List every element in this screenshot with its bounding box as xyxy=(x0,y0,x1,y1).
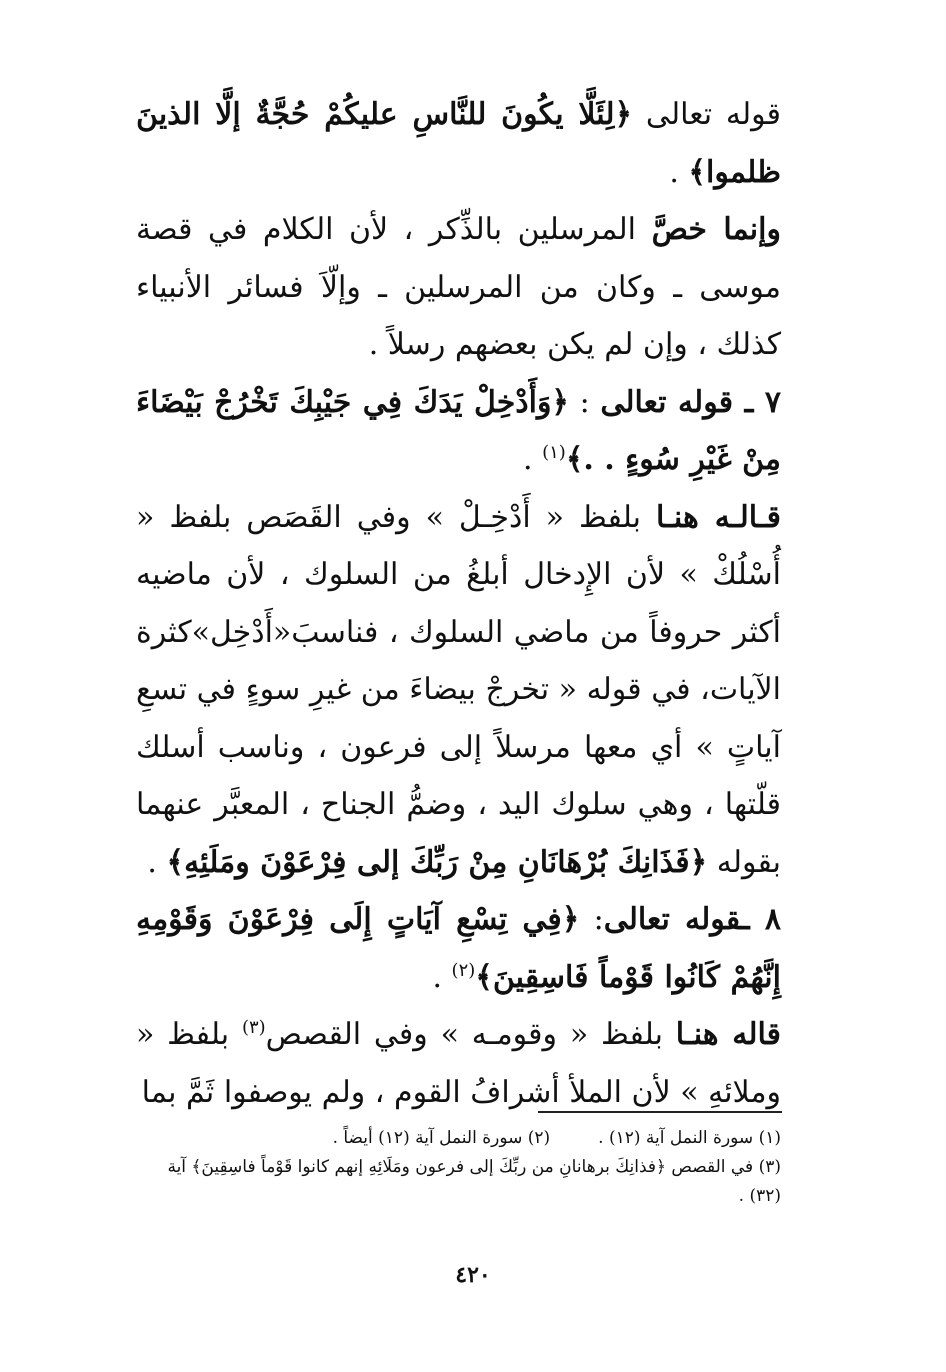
page-number: ٤٢٠ xyxy=(455,1262,491,1288)
quran-quote: ﴿فَذَانِكَ بُرْهَانَانِ مِنْ رَبِّكَ إلى فِرْعَوْنَ ومَلَئِهِ﴾ xyxy=(166,844,708,880)
paragraph-5: ٨ ـقوله تعالى: ﴿فِي تِسْعِ آيَاتٍ إِلَى فِرْعَوْنَ وَقَوْمِهِ إِنَّهُمْ كَانُوا قَوْماً فَاسِقِينَ﴾$^{(٢)}$ . xyxy=(136,902,781,995)
footnote-ref: (٣) xyxy=(241,1017,266,1038)
paragraph-4: قـالـه هنـا بلفظ « أَدْخِـلْ » وفي القَصَص بلفظ « أُسْلُكْ » لأن الإِدخال أبلغُ من السلوك ، لأن ماضيه أكثر حروفاً من ماضي السلوك ، فناسبَ«أَدْخِل»كثرة الآيات، في قوله « تخرجْ بيضاءَ من غيرِ سوءٍ في تسعِ آياتٍ » أي معها مرسلاً إلى فرعون ، وناسب أسلك قلّتها ، وهي سلوك اليد ، وضمُّ الجناح ، المعبَّر عنهما بقوله ﴿فَذَانِكَ بُرْهَانَانِ مِنْ رَبِّكَ إلى فِرْعَوْنَ ومَلَئِهِ﴾ . xyxy=(136,499,782,880)
footnotes xyxy=(136,1124,781,1211)
quran-quote: ﴿فِي تِسْعِ آيَاتٍ إِلَى فِرْعَوْنَ وَقَوْمِهِ إِنَّهُمْ كَانُوا قَوْماً فَاسِقِينَ﴾ xyxy=(136,902,781,995)
footnote-3: (٣) في القصص ﴿فذانِكَ برهانانِ من ربِّكَ إلى فرعون ومَلَائِهِ إنهم كانوا قَوْماً فاسِقِينَ﴾ آية (٣٢) . xyxy=(167,1157,781,1206)
lead-phrase: قاله هنـا xyxy=(675,1017,782,1052)
quran-quote: ﴿لِئَلَّا يكُونَ للنَّاسِ عليكُمْ حُجَّةٌ إلَّا الذينَ ظلموا﴾ xyxy=(136,97,781,190)
main-text xyxy=(136,86,781,1121)
lead-word: وإنما خصَّ xyxy=(651,212,781,247)
lead-phrase: قوله تعالى xyxy=(600,384,734,420)
footnote-row xyxy=(136,1124,781,1153)
footnote-ref: (١) xyxy=(542,442,566,463)
paragraph-1: قوله تعالى ﴿لِئَلَّا يكُونَ للنَّاسِ عليكُمْ حُجَّةٌ إلَّا الذينَ ظلموا﴾ . xyxy=(136,97,781,190)
lead-phrase: قـالـه هنـا xyxy=(656,499,782,535)
lead-phrase: قوله تعالى xyxy=(603,902,741,937)
quran-quote: ﴿وَأَدْخِلْ يَدَكَ فِي جَيْبِكَ تَخْرُجْ بَيْضَاءَ مِنْ غَيْرِ سُوءٍ . .﴾ xyxy=(136,384,781,477)
item-number: ٧ ـ xyxy=(733,384,781,420)
paragraph-2: وإنما خصَّ المرسلين بالذِّكر ، لأن الكلام في قصة موسى ـ وكان من المرسلين ـ وإلّاَ فسائر الأنبياء كذلك ، وإن لم يكن بعضهم رسلاً . xyxy=(136,212,781,362)
footnote-1: (١) سورة النمل آية (١٢) . xyxy=(598,1128,781,1148)
footnote-divider xyxy=(538,1111,782,1113)
footnote-ref: (٢) xyxy=(451,959,476,981)
paragraph-3: ٧ ـ قوله تعالى : ﴿وَأَدْخِلْ يَدَكَ فِي جَيْبِكَ تَخْرُجْ بَيْضَاءَ مِنْ غَيْرِ سُوءٍ . .﴾$^{(١)}$ . xyxy=(136,384,781,477)
item-number: ٨ ـ xyxy=(740,902,781,937)
paragraph-6: قاله هنـا بلفظ « وقومـه » وفي القصص$^{(٣)}$ بلفظ « وملائهِ » لأن الملأ أشرافُ القوم ، ولم يوصفوا ثَمَّ بما xyxy=(136,1017,782,1110)
footnote-2: (٢) سورة النمل آية (١٢) أيضاً . xyxy=(332,1128,551,1148)
